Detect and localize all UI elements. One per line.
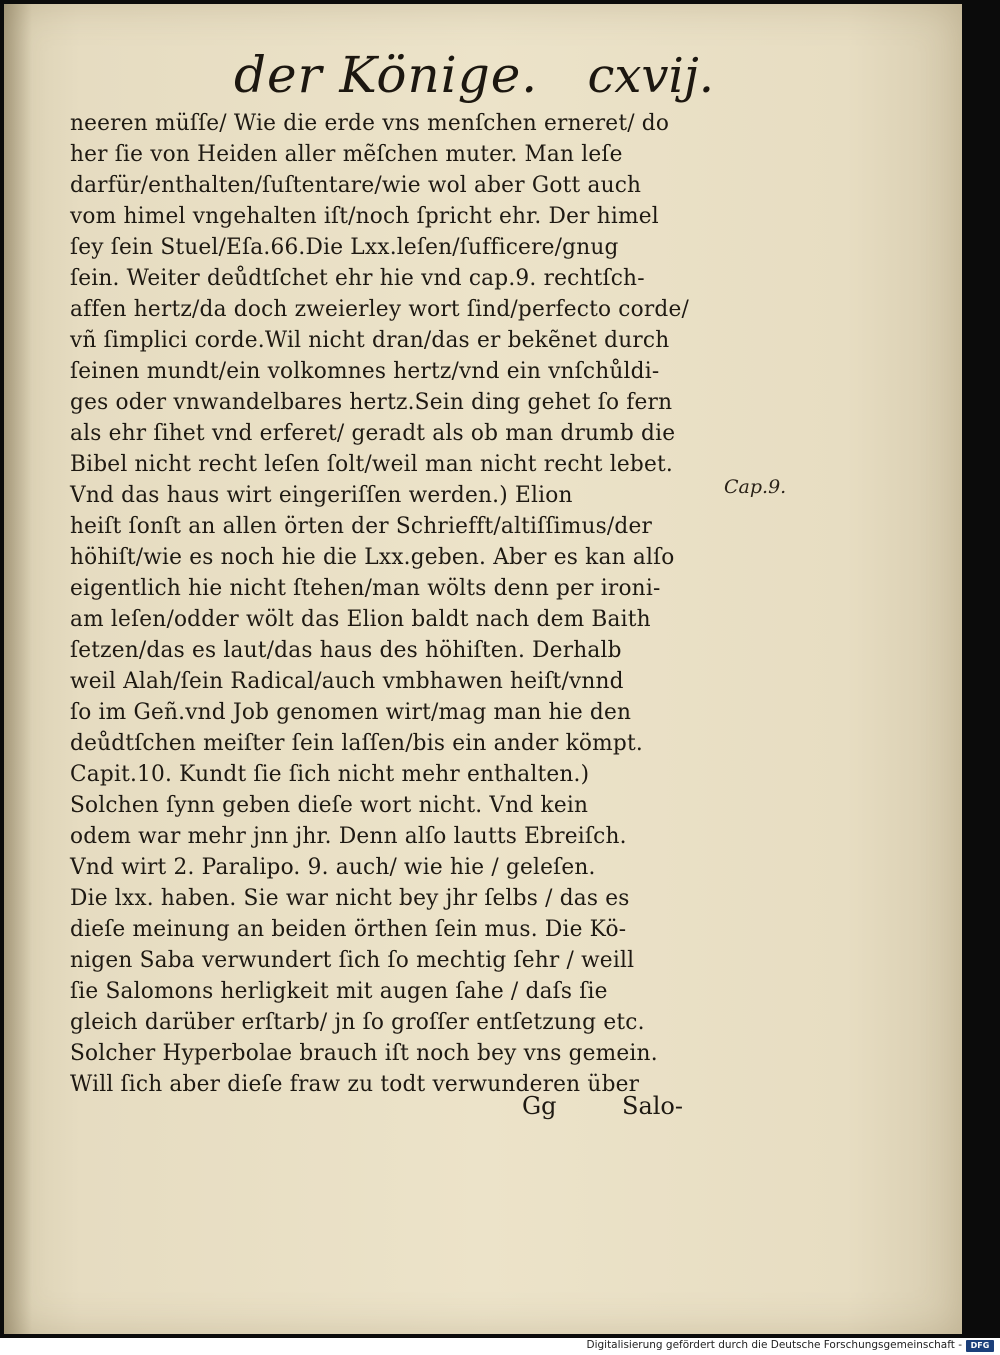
text-line: odem war mehr jnn jhr. Denn alſo lautts Ebreiſch. — [70, 824, 627, 849]
body-text — [70, 108, 720, 1100]
text-line: ſeinen mundt/ein volkomnes hertz/vnd ein vnſchůldi- — [70, 359, 660, 384]
text-line: Bibel nicht recht leſen ſolt/weil man nicht recht lebet. — [70, 452, 673, 477]
text-line: Solchen ſynn geben dieſe wort nicht. Vnd kein — [70, 793, 589, 818]
text-line: Die lxx. haben. Sie war nicht bey jhr ſelbs / das es — [70, 886, 630, 911]
text-line: deůdtſchen meiſter ſein laſſen/bis ein ander kömpt. — [70, 731, 643, 756]
funding-credit: Digitalisierung gefördert durch die Deutsche Forschungsgemeinschaft - — [586, 1339, 962, 1351]
page-header — [234, 46, 724, 116]
text-line: neeren müſſe/ Wie die erde vns menſchen erneret/ do — [70, 111, 670, 136]
text-line: vñ ſimplici corde.Wil nicht dran/das er bekẽnet durch — [70, 328, 670, 353]
text-line: ſetzen/das es laut/das haus des höhiſten. Derhalb — [70, 638, 622, 663]
book-page — [4, 4, 962, 1334]
text-line: affen hertz/da doch zweierley wort ſind/perfecto corde/ — [70, 297, 690, 322]
text-line: gleich darüber erſtarb/ jn ſo groſſer entſetzung etc. — [70, 1010, 645, 1035]
text-line: her ſie von Heiden aller mẽſchen muter. Man leſe — [70, 142, 623, 167]
folio-number: cxvij. — [587, 48, 714, 104]
text-line: Vnd wirt 2. Paralipo. 9. auch/ wie hie / geleſen. — [70, 855, 596, 880]
text-line: höhiſt/wie es noch hie die Lxx.geben. Aber es kan alſo — [70, 545, 675, 570]
text-line: ſein. Weiter deůdtſchet ehr hie vnd cap.9. rechtſch- — [70, 266, 645, 291]
text-line: als ehr ſihet vnd erferet/ geradt als ob man drumb die — [70, 421, 676, 446]
text-line: ſie Salomons herligkeit mit augen ſahe / daſs ſie — [70, 979, 608, 1004]
text-line: weil Alah/ſein Radical/auch vmbhawen heiſt/vnnd — [70, 669, 624, 694]
text-line: Vnd das haus wirt eingeriſſen werden.) Elion — [70, 483, 573, 508]
text-line: heiſt ſonſt an allen örten der Schriefft/altiſſimus/der — [70, 514, 653, 539]
text-line: ſey ſein Stuel/Eſa.66.Die Lxx.leſen/ſufficere/gnug — [70, 235, 619, 260]
marginal-note: Cap.9. — [724, 476, 787, 498]
page-foot — [522, 1092, 722, 1124]
text-line: ges oder vnwandelbares hertz.Sein ding gehet ſo fern — [70, 390, 673, 415]
text-line: vom himel vngehalten iſt/noch ſpricht ehr. Der himel — [70, 204, 659, 229]
dfg-logo-icon: DFG — [966, 1340, 994, 1352]
text-line: dieſe meinung an beiden örthen ſein mus. Die Kö- — [70, 917, 627, 942]
text-line: ſo im Geñ.vnd Job genomen wirt/mag man hie den — [70, 700, 632, 725]
text-line: darfür/enthalten/ſuſtentare/wie wol aber Gott auch — [70, 173, 642, 198]
text-line: Solcher Hyperbolae brauch iſt noch bey vns gemein. — [70, 1041, 658, 1066]
running-head: der Könige. — [234, 46, 539, 104]
signature-mark: Gg — [522, 1092, 557, 1120]
catchword: Salo- — [622, 1092, 683, 1120]
text-line: Will ſich aber dieſe fraw zu todt verwunderen über — [70, 1072, 640, 1097]
text-line: eigentlich hie nicht ſtehen/man wölts denn per ironi- — [70, 576, 661, 601]
digitization-footer — [0, 1338, 1000, 1355]
text-line: nigen Saba verwundert ſich ſo mechtig ſehr / weill — [70, 948, 635, 973]
text-line: Capit.10. Kundt ſie ſich nicht mehr enthalten.) — [70, 762, 590, 787]
text-line: am leſen/odder wölt das Elion baldt nach dem Baith — [70, 607, 651, 632]
